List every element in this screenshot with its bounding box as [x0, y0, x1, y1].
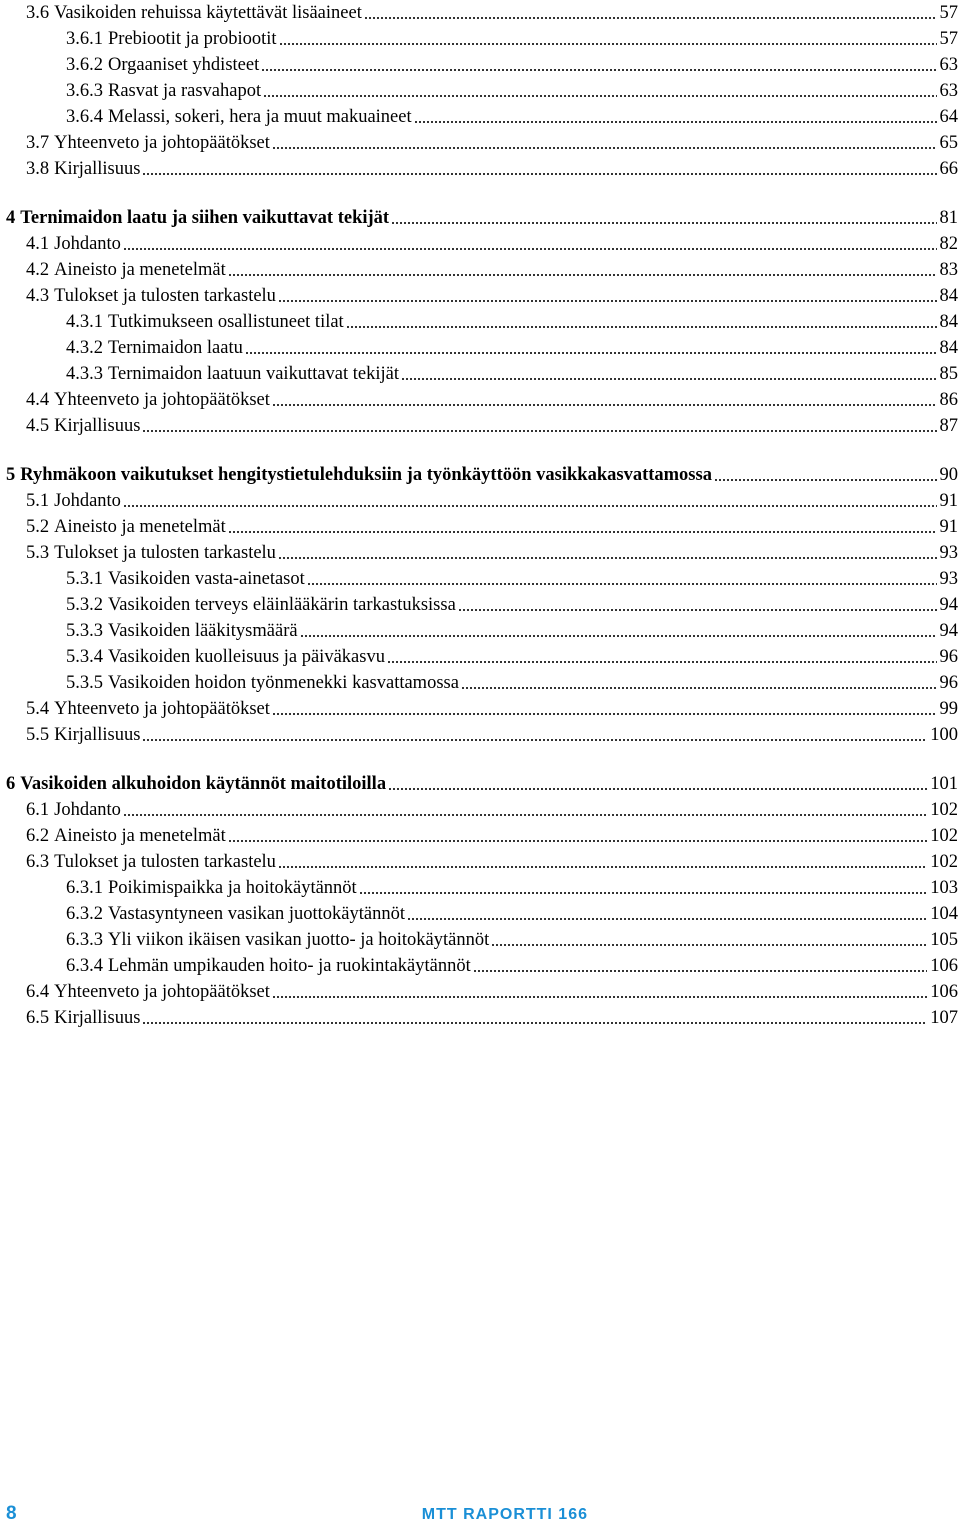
toc-entry[interactable] [26, 514, 958, 540]
toc-entry-page: 96 [939, 673, 958, 693]
toc-entry-number: 6.3.2 [66, 904, 103, 924]
dot-leader [346, 315, 937, 329]
toc-entry-number: 6.3.4 [66, 956, 103, 976]
toc-entry[interactable] [66, 618, 958, 644]
dot-leader [359, 881, 928, 895]
toc-entry-number: 3.7 [26, 133, 50, 153]
dot-leader [272, 393, 937, 407]
toc-entry[interactable] [26, 283, 958, 309]
toc-entry-title: Ternimaidon laatu [108, 338, 243, 358]
toc-entry-number: 6.2 [26, 826, 50, 846]
toc-entry-page: 93 [939, 569, 958, 589]
toc-entry-number: 4 [6, 208, 16, 228]
dot-leader [461, 676, 937, 690]
dot-leader [278, 289, 937, 303]
toc-entry[interactable] [66, 361, 958, 387]
toc-entry[interactable] [26, 823, 958, 849]
toc-entry-number: 6.3.1 [66, 878, 103, 898]
toc-entry[interactable] [26, 540, 958, 566]
toc-entry-page: 63 [939, 55, 958, 75]
dot-leader [228, 520, 937, 534]
toc-entry-title: Lehmän umpikauden hoito- ja ruokintakäytännöt [108, 956, 471, 976]
toc-entry[interactable] [66, 78, 958, 104]
toc-entry-page: 82 [939, 234, 958, 254]
dot-leader [272, 985, 927, 999]
toc-entry[interactable] [66, 566, 958, 592]
toc-entry-page: 63 [939, 81, 958, 101]
dot-leader [401, 367, 936, 381]
toc-entry[interactable] [66, 875, 958, 901]
dot-leader [142, 162, 936, 176]
toc-entry-page: 102 [930, 852, 958, 872]
toc-entry-title: Orgaaniset yhdisteet [108, 55, 260, 75]
toc-entry-page: 87 [939, 416, 958, 436]
toc-entry[interactable] [66, 592, 958, 618]
toc-entry[interactable] [26, 979, 958, 1005]
toc-entry-number: 3.6 [26, 3, 50, 23]
toc-entry-page: 94 [939, 595, 958, 615]
dot-leader [123, 494, 937, 508]
toc-entry-title: Yli viikon ikäisen vasikan juotto- ja hoitokäytännöt [108, 930, 490, 950]
dot-leader [279, 32, 937, 46]
toc-entry[interactable] [26, 231, 958, 257]
toc-entry-page: 102 [930, 800, 958, 820]
toc-entry-number: 6.1 [26, 800, 50, 820]
toc-entry[interactable] [26, 156, 958, 182]
toc-entry[interactable] [6, 205, 958, 231]
toc-entry[interactable] [66, 901, 958, 927]
toc-entry-page: 104 [930, 904, 958, 924]
toc-entry-number: 3.6.1 [66, 29, 103, 49]
toc-entry-number: 6.4 [26, 982, 50, 1002]
toc-entry-page: 57 [939, 29, 958, 49]
toc-entry-title: Poikimispaikka ja hoitokäytännöt [108, 878, 357, 898]
dot-leader [123, 803, 927, 817]
dot-leader [388, 777, 927, 791]
toc-entry-number: 6.3 [26, 852, 50, 872]
toc-entry[interactable] [26, 696, 958, 722]
dot-leader [123, 237, 937, 251]
dot-leader [458, 598, 937, 612]
toc-entry[interactable] [66, 335, 958, 361]
toc-entry[interactable] [26, 257, 958, 283]
toc-entry[interactable] [66, 26, 958, 52]
toc-entry-title: Prebiootit ja probiootit [108, 29, 277, 49]
toc-entry-number: 3.8 [26, 159, 50, 179]
toc-entry-title: Kirjallisuus [54, 159, 141, 179]
toc-entry-title: Vasikoiden kuolleisuus ja päiväkasvu [108, 647, 385, 667]
toc-entry-number: 5.3.1 [66, 569, 103, 589]
toc-entry[interactable] [26, 1005, 958, 1031]
dot-leader [228, 263, 937, 277]
dot-leader [391, 211, 936, 225]
dot-leader [714, 468, 937, 482]
toc-entry-page: 107 [930, 1008, 958, 1028]
toc-entry-title: Tulokset ja tulosten tarkastelu [54, 543, 276, 563]
toc-entry-title: Ryhmäkoon vaikutukset hengitystietulehduksiin ja työnkäyttöön vasikkakasvattamossa [20, 465, 712, 485]
toc-entry-title: Aineisto ja menetelmät [54, 517, 226, 537]
toc-entry[interactable] [66, 927, 958, 953]
toc-entry[interactable] [26, 797, 958, 823]
toc-entry-title: Kirjallisuus [54, 1008, 141, 1028]
toc-entry-title: Ternimaidon laatu ja siihen vaikuttavat tekijät [20, 208, 390, 228]
toc-entry-number: 4.5 [26, 416, 50, 436]
toc-entry-title: Tutkimukseen osallistuneet tilat [108, 312, 344, 332]
toc-entry-number: 6 [6, 774, 16, 794]
toc-entry-number: 5.3.5 [66, 673, 103, 693]
toc-entry[interactable] [6, 771, 958, 797]
toc-entry[interactable] [26, 722, 958, 748]
dot-leader [414, 110, 937, 124]
toc-entry-title: Yhteenveto ja johtopäätökset [54, 390, 270, 410]
toc-entry-number: 4.3.3 [66, 364, 103, 384]
toc-entry[interactable] [6, 462, 958, 488]
toc-entry-number: 3.6.4 [66, 107, 103, 127]
dot-leader [307, 572, 937, 586]
toc-entry-title: Yhteenveto ja johtopäätökset [54, 982, 270, 1002]
toc-entry-title: Tulokset ja tulosten tarkastelu [54, 852, 276, 872]
toc-entry-page: 86 [939, 390, 958, 410]
dot-leader [142, 728, 927, 742]
dot-leader [491, 933, 927, 947]
toc-entry-number: 3.6.2 [66, 55, 103, 75]
toc-entry-number: 5 [6, 465, 16, 485]
dot-leader [261, 58, 936, 72]
toc-entry-page: 85 [939, 364, 958, 384]
toc-entry[interactable] [26, 413, 958, 439]
toc-entry-page: 84 [939, 312, 958, 332]
toc-entry-number: 4.3.1 [66, 312, 103, 332]
dot-leader [272, 136, 937, 150]
toc-entry-page: 65 [939, 133, 958, 153]
toc-entry-number: 5.2 [26, 517, 50, 537]
toc-entry-page: 91 [939, 491, 958, 511]
publication-title: MTT RAPORTTI 166 [421, 1506, 588, 1523]
dot-leader [387, 650, 937, 664]
toc-entry-page: 105 [930, 930, 958, 950]
dot-leader [407, 907, 927, 921]
dot-leader [278, 546, 937, 560]
toc-entry-title: Johdanto [54, 491, 121, 511]
dot-leader [245, 341, 937, 355]
toc-entry-page: 102 [930, 826, 958, 846]
dot-leader [142, 1011, 927, 1025]
toc-entry-title: Johdanto [54, 234, 121, 254]
dot-leader [300, 624, 937, 638]
toc-entry-page: 57 [939, 3, 958, 23]
toc-entry-page: 81 [939, 208, 958, 228]
toc-entry[interactable] [66, 953, 958, 979]
toc-entry-page: 84 [939, 286, 958, 306]
toc-entry-number: 5.4 [26, 699, 50, 719]
dot-leader [364, 6, 937, 20]
toc-entry[interactable] [26, 849, 958, 875]
toc-entry-title: Vasikoiden alkuhoidon käytännöt maitotiloilla [20, 774, 387, 794]
toc-entry-page: 103 [930, 878, 958, 898]
toc-entry[interactable] [26, 488, 958, 514]
toc-entry-title: Aineisto ja menetelmät [54, 260, 226, 280]
toc-entry-number: 5.3 [26, 543, 50, 563]
toc-entry-title: Melassi, sokeri, hera ja muut makuaineet [108, 107, 412, 127]
toc-entry[interactable] [66, 670, 958, 696]
toc-entry-number: 4.3 [26, 286, 50, 306]
toc-entry-number: 5.3.2 [66, 595, 103, 615]
dot-leader [473, 959, 928, 973]
toc-entry-page: 83 [939, 260, 958, 280]
toc-entry[interactable] [66, 104, 958, 130]
toc-entry-page: 99 [939, 699, 958, 719]
toc-entry-number: 4.3.2 [66, 338, 103, 358]
toc-entry-title: Vasikoiden rehuissa käytettävät lisäaineet [54, 3, 362, 23]
toc-entry-number: 6.3.3 [66, 930, 103, 950]
toc-entry-title: Kirjallisuus [54, 416, 141, 436]
toc-entry-page: 101 [930, 774, 958, 794]
toc-entry-title: Rasvat ja rasvahapot [108, 81, 262, 101]
toc-entry-title: Vastasyntyneen vasikan juottokäytännöt [108, 904, 405, 924]
toc-entry-title: Tulokset ja tulosten tarkastelu [54, 286, 276, 306]
toc-entry[interactable] [26, 130, 958, 156]
toc-entry-page: 96 [939, 647, 958, 667]
toc-entry-page: 66 [939, 159, 958, 179]
toc-entry-number: 6.5 [26, 1008, 50, 1028]
toc-entry-number: 5.5 [26, 725, 50, 745]
dot-leader [142, 419, 936, 433]
toc-entry-title: Ternimaidon laatuun vaikuttavat tekijät [108, 364, 400, 384]
dot-leader [228, 829, 928, 843]
toc-entry-number: 4.4 [26, 390, 50, 410]
toc-entry-number: 4.1 [26, 234, 50, 254]
toc-entry-number: 5.3.3 [66, 621, 103, 641]
toc-entry-page: 94 [939, 621, 958, 641]
toc-entry-page: 91 [939, 517, 958, 537]
toc-entry-title: Yhteenveto ja johtopäätökset [54, 133, 270, 153]
toc-entry[interactable] [26, 387, 958, 413]
toc-entry-title: Vasikoiden vasta-ainetasot [108, 569, 305, 589]
toc-entry-title: Yhteenveto ja johtopäätökset [54, 699, 270, 719]
toc-entry-page: 84 [939, 338, 958, 358]
dot-leader [278, 855, 927, 869]
toc-entry-page: 90 [939, 465, 958, 485]
toc-entry-page: 106 [930, 956, 958, 976]
toc-entry[interactable] [26, 0, 958, 26]
page-number: 8 [6, 1503, 17, 1524]
toc-entry-page: 64 [939, 107, 958, 127]
toc-entry-title: Kirjallisuus [54, 725, 141, 745]
toc-entry-number: 4.2 [26, 260, 50, 280]
toc-entry[interactable] [66, 644, 958, 670]
toc-entry-number: 5.3.4 [66, 647, 103, 667]
toc-entry-title: Vasikoiden lääkitysmäärä [108, 621, 298, 641]
toc-entry-title: Johdanto [54, 800, 121, 820]
toc-entry[interactable] [66, 52, 958, 78]
dot-leader [263, 84, 936, 98]
toc-entry-title: Aineisto ja menetelmät [54, 826, 226, 846]
toc-entry-page: 93 [939, 543, 958, 563]
toc-entry-title: Vasikoiden hoidon työnmenekki kasvattamossa [108, 673, 459, 693]
toc-entry-page: 106 [930, 982, 958, 1002]
toc-entry-title: Vasikoiden terveys eläinlääkärin tarkastuksissa [108, 595, 456, 615]
toc-entry-number: 3.6.3 [66, 81, 103, 101]
dot-leader [272, 702, 937, 716]
toc-entry-number: 5.1 [26, 491, 50, 511]
toc-entry-page: 100 [930, 725, 958, 745]
toc-entry[interactable] [66, 309, 958, 335]
